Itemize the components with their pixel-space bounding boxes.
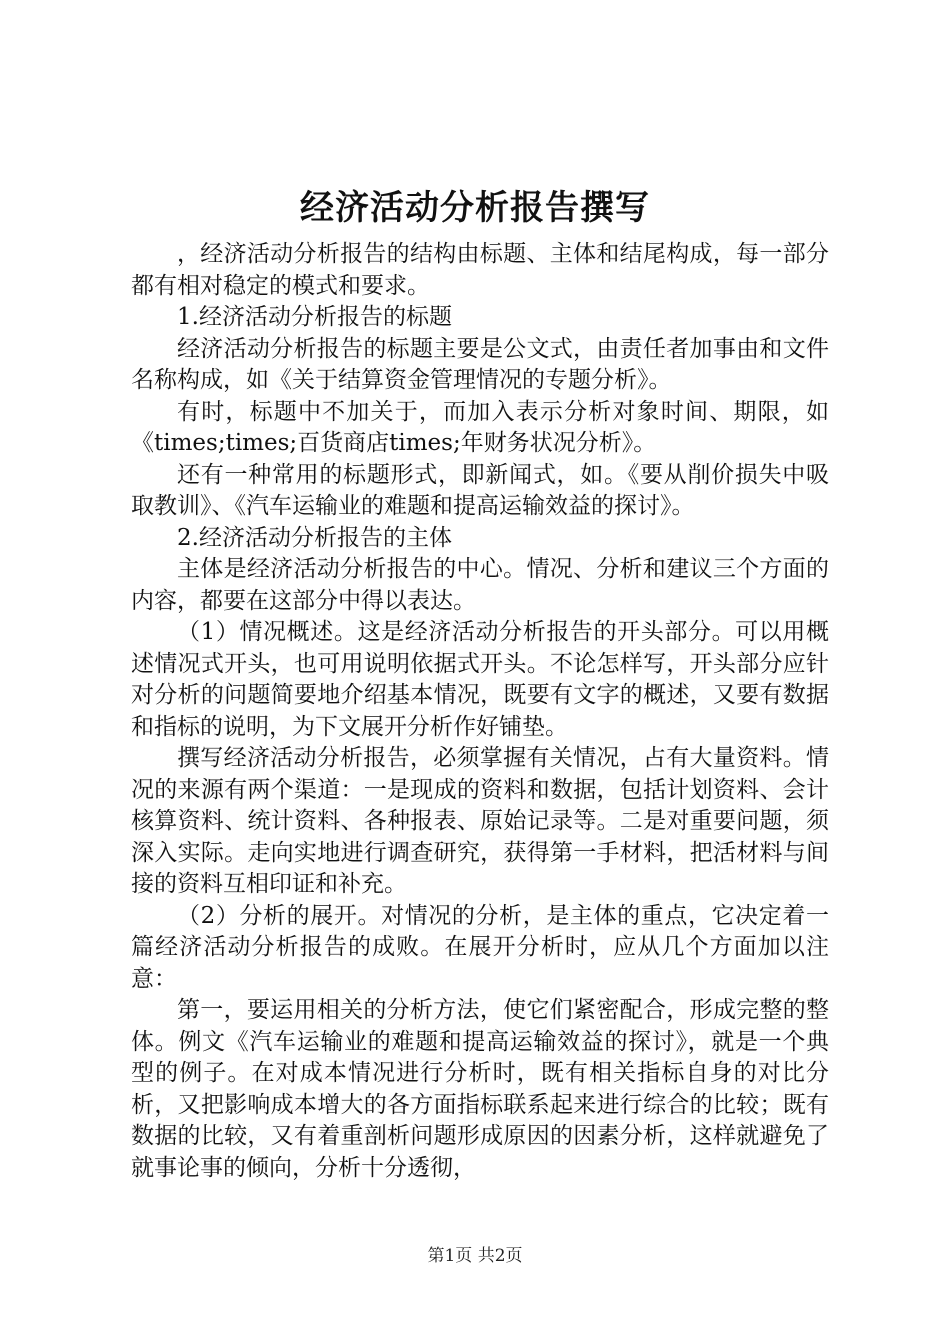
section-heading-body: 2.经济活动分析报告的主体: [177, 524, 452, 551]
page-footer: 第1页 共2页: [427, 1246, 523, 1266]
paragraph-body-intro: 主体是经济活动分析报告的中心。情况、分析和建议三个方面的内容，都要在这部分中得以表达。: [131, 556, 829, 614]
document-body: [131, 239, 829, 1184]
section-heading-title: 1.经济活动分析报告的标题: [177, 304, 452, 330]
paragraph-title-variant: 有时，标题中不加关于，而加入表示分析对象时间、期限，如《times;times;百货商店times;年财务状况分析》。: [131, 398, 829, 456]
paragraph-news-title: 还有一种常用的标题形式，即新闻式，如。《要从削价损失中吸取教训》、《汽车运输业的难题和提高运输效益的探讨》。: [131, 461, 829, 519]
paragraph-overview: （1）情况概述。这是经济活动分析报告的开头部分。可以用概述情况式开头，也可用说明依据式开头。不论怎样写，开头部分应针对分析的问题简要地介绍基本情况，既要有文字的概述，又要有数据和指标的说明，为下文展开分析作好铺垫。: [131, 619, 829, 740]
paragraph-data-sources: 撰写经济活动分析报告，必须掌握有关情况，占有大量资料。情况的来源有两个渠道：一是现成的资料和数据，包括计划资料、会计核算资料、统计资料、各种报表、原始记录等。二是对重要问题，须深入实际。走向实地进行调查研究，获得第一手材料，把活材料与间接的资料互相印证和补充。: [131, 745, 829, 897]
paragraph-analysis: （2）分析的展开。对情况的分析，是主体的重点，它决定着一篇经济活动分析报告的成败。在展开分析时，应从几个方面加以注意：: [131, 902, 829, 992]
document-title: 经济活动分析报告撰写: [300, 188, 650, 228]
paragraph-title-format: 经济活动分析报告的标题主要是公文式，由责任者加事由和文件名称构成，如《关于结算资金管理情况的专题分析》。: [131, 335, 829, 393]
paragraph-first-point: 第一，要运用相关的分析方法，使它们紧密配合，形成完整的整体。例文《汽车运输业的难题和提高运输效益的探讨》，就是一个典型的例子。在对成本情况进行分析时，既有相关指标自身的对比分析，又把影响成本增大的各方面指标联系起来进行综合的比较；既有数据的比较，又有着重剖析问题形成原因的因素分析，这样就避免了就事论事的倾向，分析十分透彻，: [131, 997, 829, 1181]
paragraph-intro: ，经济活动分析报告的结构由标题、主体和结尾构成，每一部分都有相对稳定的模式和要求。: [131, 241, 829, 299]
